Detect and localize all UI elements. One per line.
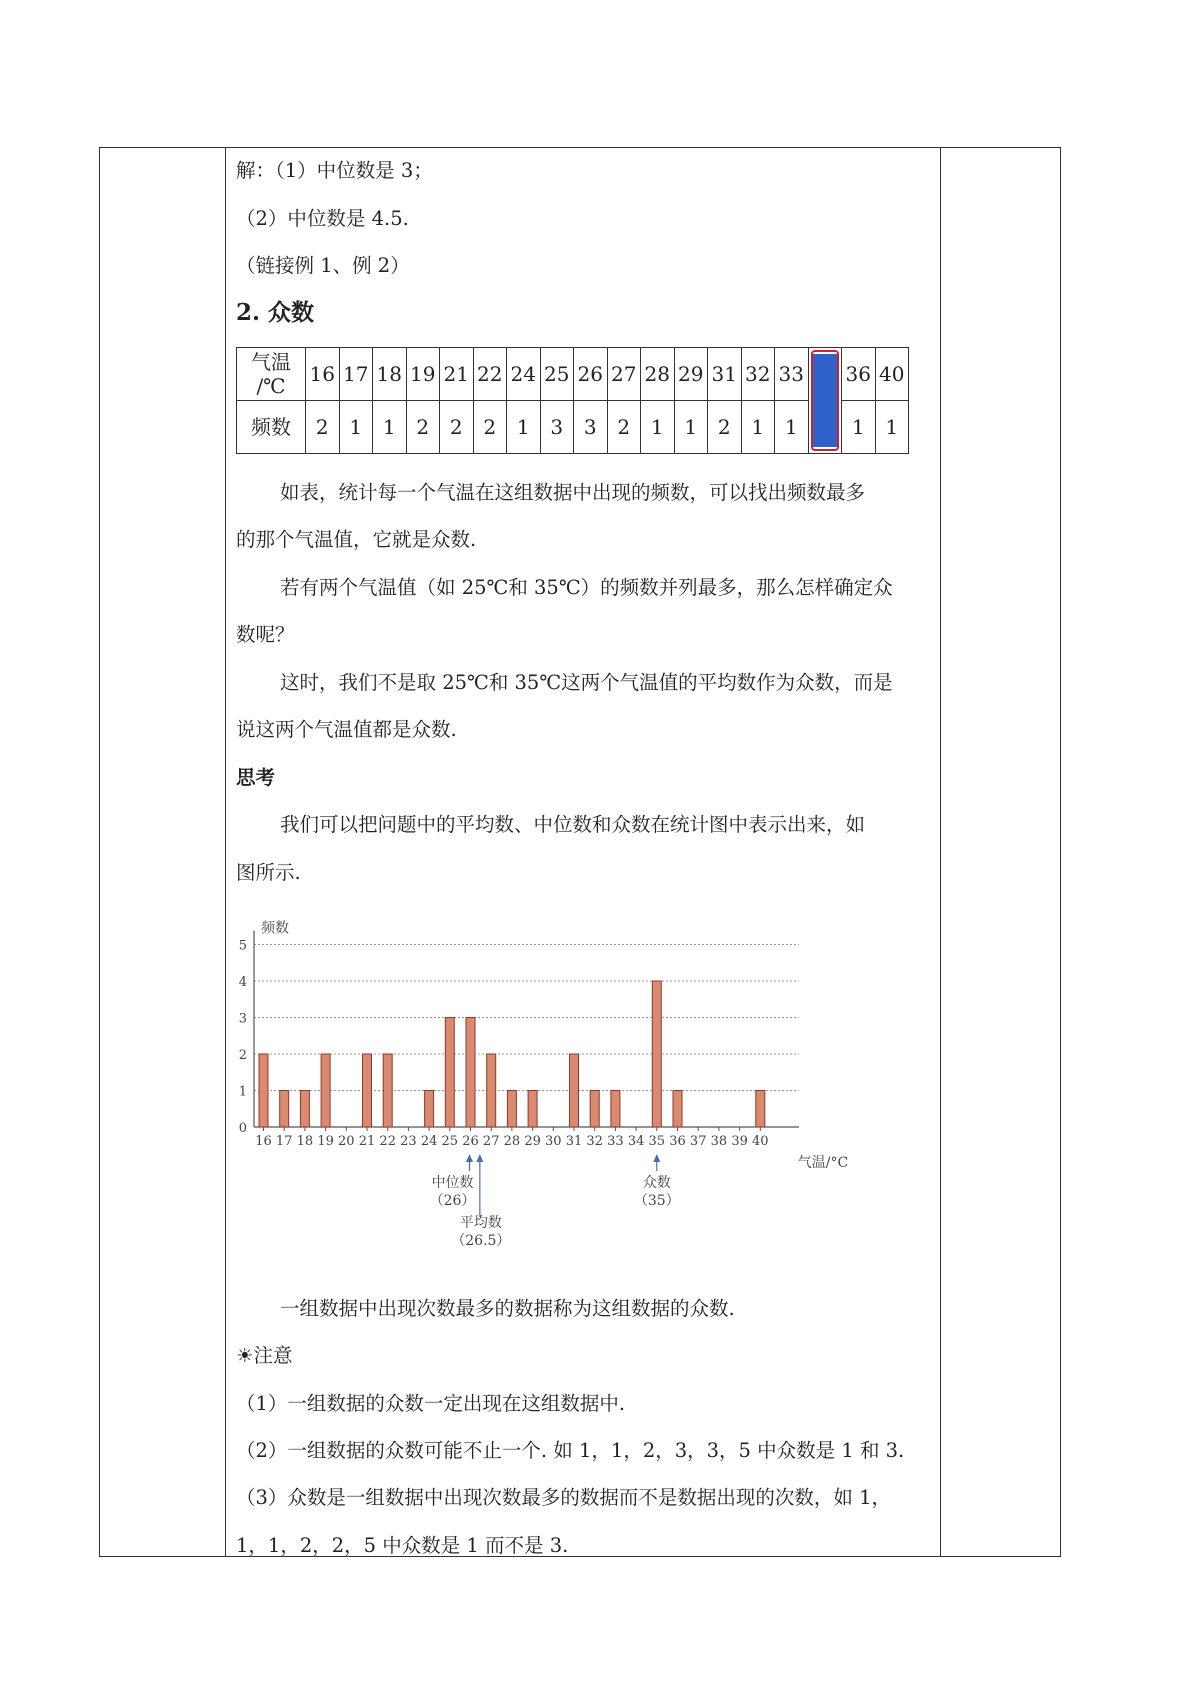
table-cell: 1 [507,401,541,454]
solution-line-2: （2）中位数是 4.5. [236,207,409,230]
x-tick-label: 33 [607,1134,624,1149]
table-cell: 2 [708,401,742,454]
frequency-bar-chart [236,897,849,1407]
bar [528,1091,537,1128]
table-cell: 2 [607,401,641,454]
table-cell: 2 [406,401,440,454]
paragraph-1a: 如表，统计每一个气温在这组数据中出现的频数，可以找出频数最多 [280,481,866,504]
x-tick-label: 32 [586,1134,603,1149]
table-header-frequency: 频数 [237,401,306,454]
column-divider-right [940,148,941,1556]
table-cell: 1 [339,401,373,454]
x-tick-label: 17 [275,1134,293,1149]
table-cell: 26 [574,348,608,401]
x-tick-label: 28 [503,1134,521,1149]
mode-label: 众数 [642,1175,671,1191]
hidden-column-block [813,354,838,447]
x-axis-label: 气温/°C [797,1155,849,1171]
bar [466,1018,475,1128]
hidden-column-cell [808,348,842,454]
x-tick-label: 40 [752,1134,769,1149]
table-cell: 36 [842,348,876,401]
bar [590,1091,599,1128]
x-tick-label: 38 [710,1134,728,1149]
y-tick-label: 5 [238,938,247,954]
table-cell: 31 [708,348,742,401]
table-header-temperature [237,348,306,401]
median-label: 中位数 [431,1175,474,1191]
x-tick-label: 24 [420,1134,438,1149]
section-heading: 2. 众数 [236,299,315,326]
table-cell: 32 [741,348,775,401]
x-tick-label: 37 [689,1134,707,1149]
table-cell: 2 [473,401,507,454]
solution-line-1: 解：（1）中位数是 3； [236,159,433,182]
bar [259,1054,268,1127]
bar [321,1054,330,1127]
table-cell: 1 [875,401,909,454]
paragraph-2a: 若有两个气温值（如 25℃和 35℃）的频数并列最多，那么怎样确定众 [280,576,893,599]
mode-definition: 一组数据中出现次数最多的数据称为这组数据的众数. [280,1297,735,1320]
x-tick-label: 35 [648,1134,666,1149]
x-tick-label: 20 [338,1134,355,1149]
paragraph-3b: 说这两个气温值都是众数. [236,718,457,741]
x-tick-label: 16 [255,1134,272,1149]
x-tick-label: 29 [524,1134,541,1149]
table-cell: 25 [540,348,574,401]
bar [611,1091,620,1128]
x-tick-label: 31 [565,1134,583,1149]
bar [363,1054,372,1127]
table-cell: 16 [306,348,340,401]
table-cell: 1 [641,401,675,454]
note-2: （2）一组数据的众数可能不止一个. 如 1，1，2，3，3，5 中众数是 1 和 3. [236,1439,905,1462]
y-tick-label: 0 [238,1121,247,1136]
x-tick-label: 23 [400,1134,417,1149]
mode-arrow-head [653,1154,660,1162]
x-tick-label: 18 [296,1134,314,1149]
example-link: （链接例 1、例 2） [236,254,410,277]
bar [570,1054,579,1127]
bar [756,1091,765,1128]
table-cell: 1 [674,401,708,454]
bar [652,981,661,1127]
note-1: （1）一组数据的众数一定出现在这组数据中. [236,1392,626,1415]
table-cell: 1 [842,401,876,454]
median-value: （26） [429,1193,476,1209]
x-tick-label: 19 [317,1134,334,1149]
table-cell: 2 [440,401,474,454]
y-tick-label: 1 [238,1084,247,1100]
bar [507,1091,516,1128]
x-tick-label: 21 [358,1134,376,1149]
bar [673,1091,682,1128]
bar [300,1091,309,1128]
y-tick-label: 4 [238,975,247,990]
y-tick-label: 2 [238,1048,247,1063]
think-heading: 思考 [236,766,276,789]
paragraph-3a: 这时，我们不是取 25℃和 35℃这两个气温值的平均数作为众数，而是 [280,671,893,694]
table-cell: 22 [473,348,507,401]
note-3a: （3）众数是一组数据中出现次数最多的数据而不是数据出现的次数，如 1， [236,1486,892,1509]
frequency-table [236,347,909,454]
table-cell: 24 [507,348,541,401]
mean-label: 平均数 [459,1215,502,1231]
table-cell: 29 [674,348,708,401]
note-3b: 1，1，2，2，5 中众数是 1 而不是 3. [236,1534,569,1557]
paragraph-4a: 我们可以把问题中的平均数、中位数和众数在统计图中表示出来，如 [280,813,866,836]
table-cell: 28 [641,348,675,401]
median-arrow-head [466,1154,473,1162]
x-tick-label: 25 [441,1134,459,1149]
mean-value: （26.5） [451,1233,511,1249]
table-cell: 19 [406,348,440,401]
table-cell: 1 [741,401,775,454]
mean-arrow-head [476,1154,483,1162]
header-line: /℃ [256,374,286,398]
table-cell: 1 [775,401,809,454]
table-cell: 40 [875,348,909,401]
bar [383,1054,392,1127]
table-cell: 27 [607,348,641,401]
x-tick-label: 39 [731,1134,748,1149]
x-tick-label: 22 [379,1134,396,1149]
table-cell: 1 [373,401,407,454]
paragraph-4b: 图所示. [236,861,301,884]
paragraph-2b: 数呢？ [236,623,295,646]
bar [445,1018,454,1128]
x-tick-label: 30 [545,1134,562,1149]
column-divider-left [225,148,226,1556]
y-axis-label: 频数 [261,920,289,937]
x-tick-label: 26 [462,1134,479,1149]
bar [280,1091,289,1128]
table-cell: 3 [540,401,574,454]
bar [487,1054,496,1127]
table-cell: 18 [373,348,407,401]
table-row [237,348,909,401]
header-line: 气温 [251,350,291,374]
table-cell: 3 [574,401,608,454]
bar [425,1091,434,1128]
x-tick-label: 36 [669,1134,686,1149]
paragraph-1b: 的那个气温值，它就是众数. [236,528,477,551]
x-tick-label: 34 [627,1134,645,1149]
table-cell: 17 [339,348,373,401]
note-heading: ☀注意 [236,1344,293,1367]
x-tick-label: 27 [482,1134,500,1149]
table-cell: 21 [440,348,474,401]
y-tick-label: 3 [238,1011,247,1027]
mode-value: （35） [633,1193,680,1209]
table-cell: 33 [775,348,809,401]
table-cell: 2 [306,401,340,454]
